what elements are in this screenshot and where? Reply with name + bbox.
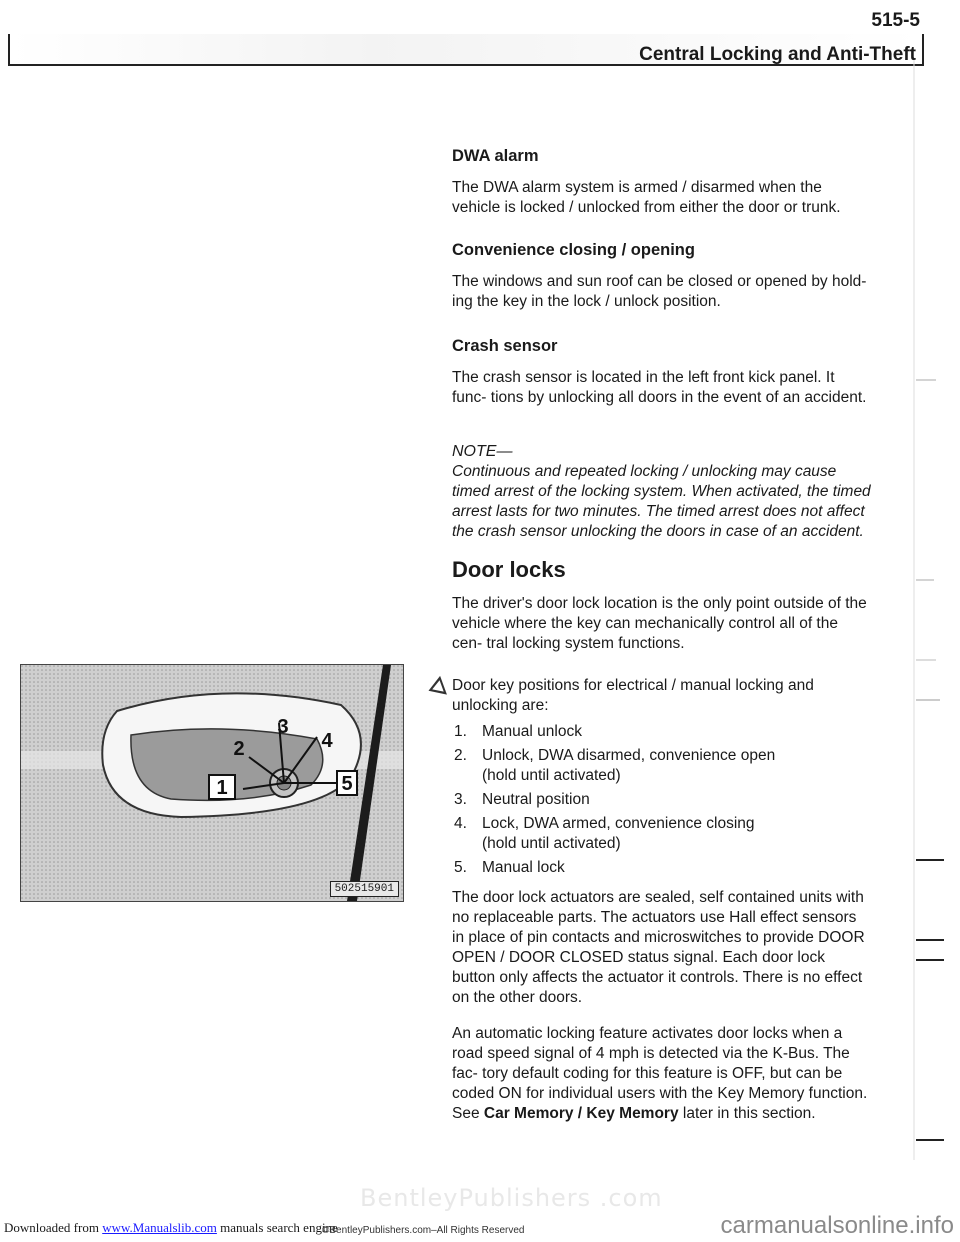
section-title: Central Locking and Anti-Theft [639, 44, 916, 65]
key-positions-section [452, 676, 872, 882]
copyright-footer: ©BentleyPublishers.com–All Rights Reserved [322, 1225, 525, 1236]
position-item [452, 858, 872, 878]
carmanuals-watermark: carmanualsonline.info [720, 1212, 954, 1239]
car-memory-reference: Car Memory / Key Memory [483, 1105, 679, 1122]
callout-4: 4 [321, 730, 333, 752]
crash-heading: Crash sensor [452, 337, 558, 355]
position-text: Lock, DWA armed, convenience closing (hold until activated) [482, 815, 755, 852]
dwa-paragraph: The DWA alarm system is armed / disarmed when the vehicle is locked / unlocked from either the door or trunk. [452, 179, 841, 216]
door-locks-paragraph: The driver's door lock location is the only point outside of the vehicle where the key can mechanically control all of the cen- tral locking system functions. [452, 595, 867, 652]
convenience-heading: Convenience closing / opening [452, 241, 695, 259]
position-item [452, 746, 872, 786]
callout-1: 1 [216, 777, 228, 799]
auto-lock-tail: later in this section. [682, 1105, 816, 1122]
callout-3: 3 [277, 716, 289, 738]
dwa-heading: DWA alarm [452, 147, 539, 165]
position-item [452, 814, 872, 854]
positions-intro: Door key positions for electrical / manual locking and unlocking are: [452, 677, 814, 714]
door-locks-section [452, 557, 872, 654]
crash-paragraph: The crash sensor is located in the left front kick panel. It func- tions by unlocking all doors in the event of an accident. [452, 369, 867, 406]
position-number: 3. [454, 791, 467, 808]
callout-2: 2 [233, 738, 245, 760]
figure-id-label: 502515901 [330, 881, 399, 897]
position-text: Neutral position [482, 791, 590, 808]
door-locks-heading: Door locks [452, 557, 566, 582]
position-item [452, 790, 872, 810]
crash-section [452, 336, 872, 408]
margin-marks [900, 60, 960, 1160]
position-number: 5. [454, 859, 467, 876]
note-heading: NOTE— [452, 443, 513, 460]
convenience-section [452, 240, 872, 312]
note-block [452, 442, 872, 542]
publisher-watermark: BentleyPublishers .com [360, 1184, 663, 1212]
download-footer [4, 1220, 338, 1236]
note-paragraph: Continuous and repeated locking / unlocking may cause timed arrest of the locking system. When activated, the timed arrest lasts for two minutes. The timed arrest does not affect the crash sensor unlocking the doors in case of an accident. [452, 463, 871, 540]
position-text: Manual lock [482, 859, 565, 876]
position-number: 4. [454, 815, 467, 832]
position-text: Manual unlock [482, 723, 582, 740]
footer-prefix: Downloaded from [4, 1220, 99, 1235]
position-item [452, 722, 872, 742]
convenience-paragraph: The windows and sun roof can be closed or opened by hold- ing the key in the lock / unlock position. [452, 273, 867, 310]
actuators-section [452, 888, 872, 1008]
door-handle-illustration [21, 665, 403, 901]
positions-list [452, 722, 872, 878]
dwa-section [452, 146, 872, 218]
callout-5: 5 [341, 773, 353, 795]
manualslib-link[interactable]: www.Manualslib.com [102, 1220, 217, 1235]
auto-lock-paragraph [452, 1024, 872, 1124]
auto-lock-text: An automatic locking feature activates door locks when a road speed signal of 4 mph is detected via the K-Bus. The fac- tory default coding for this feature is OFF, but can be coded ON for individual users with the Key Memory function. See [452, 1025, 868, 1122]
footer-suffix: manuals search engine [220, 1220, 338, 1235]
position-number: 1. [454, 723, 467, 740]
position-number: 2. [454, 747, 467, 764]
position-note: (hold until activated) [482, 835, 621, 852]
actuators-paragraph: The door lock actuators are sealed, self contained units with no replaceable parts. The actuators use Hall effect sensors in place of pin contacts and microswitches to provide DOOR OPEN / DOOR CLOSED status signal. Each door lock button only affects the actuator it controls. There is no effect on the other doors. [452, 889, 865, 1006]
door-handle-figure [20, 664, 404, 902]
position-text: Unlock, DWA disarmed, convenience open (hold until activated) [482, 747, 776, 784]
figure-pointer-icon [425, 676, 447, 700]
page-number: 515-5 [871, 10, 920, 31]
position-note: (hold until activated) [482, 767, 621, 784]
auto-lock-section [452, 1024, 872, 1124]
